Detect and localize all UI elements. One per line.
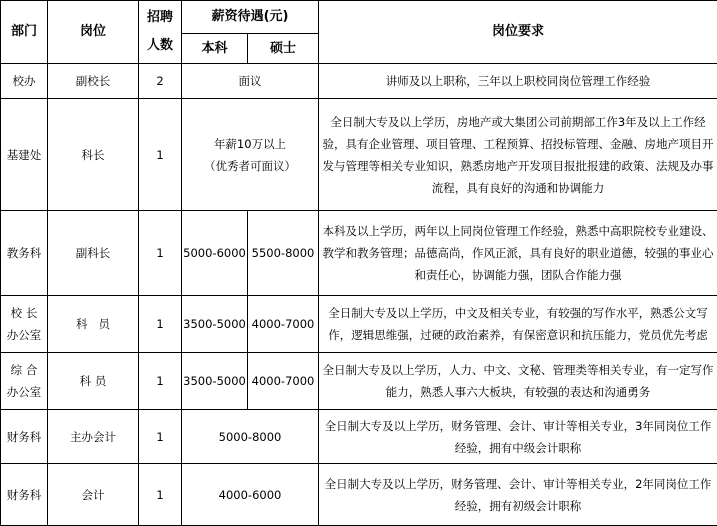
salary-cell: 5000-8000 (182, 410, 319, 464)
dept-cell: 教务科 (1, 211, 48, 296)
salary-cell: 4000-6000 (182, 464, 319, 526)
post-cell: 科 员 (48, 353, 139, 410)
salary-line2: （优秀者可面议） (182, 155, 318, 177)
master-salary-cell: 5500-8000 (248, 211, 319, 296)
dept-cell (1, 296, 48, 353)
count-cell: 2 (139, 64, 182, 99)
header-bachelor: 本科 (182, 34, 248, 64)
dept-cell: 财务科 (1, 410, 48, 464)
requirement-cell: 全日制大专及以上学历，财务管理、会计、审计等相关专业，3年同岗位工作经验，拥有中级会计职称 (319, 410, 717, 464)
master-salary-cell: 4000-7000 (248, 296, 319, 353)
header-salary: 薪资待遇(元) (182, 1, 319, 34)
master-salary-cell: 4000-7000 (248, 353, 319, 410)
salary-cell: 面议 (182, 64, 319, 99)
header-dept: 部门 (1, 1, 48, 64)
count-cell: 1 (139, 211, 182, 296)
salary-line1: 年薪10万以上 (182, 133, 318, 155)
count-cell: 1 (139, 464, 182, 526)
count-cell: 1 (139, 353, 182, 410)
table-row (1, 99, 717, 211)
dept-cell: 校办 (1, 64, 48, 99)
table-row (1, 410, 717, 464)
dept-cell: 基建处 (1, 99, 48, 211)
post-cell: 会计 (48, 464, 139, 526)
dept-cell (1, 353, 48, 410)
count-cell: 1 (139, 99, 182, 211)
post-cell: 副校长 (48, 64, 139, 99)
count-cell: 1 (139, 410, 182, 464)
table-row (1, 64, 717, 99)
table-row (1, 353, 717, 410)
post-cell: 科 员 (48, 296, 139, 353)
requirement-cell: 本科及以上学历，两年以上同岗位管理工作经验，熟悉中高职院校专业建设、教学和教务管理；品德高尚，作风正派，具有良好的职业道德，较强的事业心和责任心，协调能力强，团队合作能力强 (319, 211, 717, 296)
table-row (1, 296, 717, 353)
post-cell: 科长 (48, 99, 139, 211)
table-row (1, 464, 717, 526)
header-master: 硕士 (248, 34, 319, 64)
requirement-cell: 全日制大专及以上学历，房地产或大集团公司前期部工作3年及以上工作经验，具有企业管理、项目管理、工程预算、招投标管理、金融、房地产项目开发与管理等相关专业知识，熟悉房地产开发项目报批报建的政策、法规及办事流程，具有良好的沟通和协调能力 (319, 99, 717, 211)
salary-cell (182, 99, 319, 211)
header-count-line1: 招聘 (139, 4, 181, 32)
header-count-line2: 人数 (139, 32, 181, 60)
header-row (1, 1, 717, 34)
header-count (139, 1, 182, 64)
header-post: 岗位 (48, 1, 139, 64)
bachelor-salary-cell: 5000-6000 (182, 211, 248, 296)
dept-cell: 财务科 (1, 464, 48, 526)
bachelor-salary-cell: 3500-5000 (182, 296, 248, 353)
requirement-cell: 全日制大专及以上学历，中文及相关专业，有较强的写作水平，熟悉公文写作，逻辑思维强，过硬的政治素养，有保密意识和抗压能力，党员优先考虑 (319, 296, 717, 353)
requirement-cell: 讲师及以上职称，三年以上职校同岗位管理工作经验 (319, 64, 717, 99)
bachelor-salary-cell: 3500-5000 (182, 353, 248, 410)
header-requirement: 岗位要求 (319, 1, 717, 64)
dept-line1: 综 合 (1, 359, 47, 381)
post-cell: 主办会计 (48, 410, 139, 464)
dept-line1: 校 长 (1, 302, 47, 324)
dept-line2: 办公室 (1, 324, 47, 346)
table-row (1, 211, 717, 296)
dept-line2: 办公室 (1, 381, 47, 403)
requirement-cell: 全日制大专及以上学历，人力、中文、文秘、管理类等相关专业，有一定写作能力，熟悉人事六大板块，有较强的表达和沟通勇务 (319, 353, 717, 410)
requirement-cell: 全日制大专及以上学历，财务管理、会计、审计等相关专业，2年同岗位工作经验，拥有初级会计职称 (319, 464, 717, 526)
count-cell: 1 (139, 296, 182, 353)
post-cell: 副科长 (48, 211, 139, 296)
